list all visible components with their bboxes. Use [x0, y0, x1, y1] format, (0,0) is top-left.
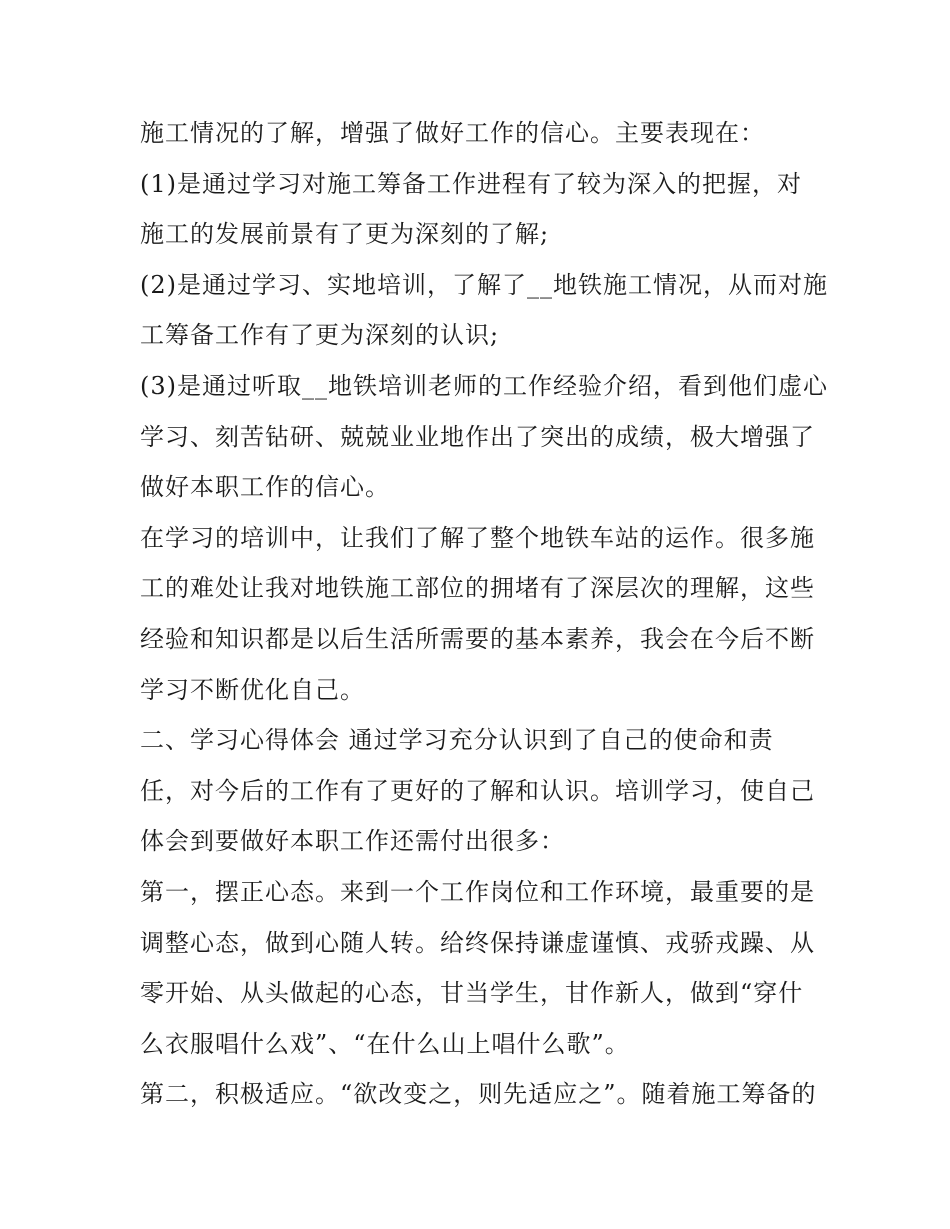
text-line: 第一，摆正心态。来到一个工作岗位和工作环境，最重要的是 — [140, 877, 815, 906]
text-line: 学习不断优化自己。 — [140, 675, 365, 704]
text-line: 工筹备工作有了更为深刻的认识; — [140, 321, 500, 350]
text-line: 任，对今后的工作有了更好的了解和认识。培训学习，使自己 — [140, 776, 815, 805]
text-line: 么衣服唱什么戏”、“在什么山上唱什么歌”。 — [140, 1029, 630, 1058]
text-line: 施工的发展前景有了更为深刻的了解; — [140, 220, 550, 249]
text-line: 经验和知识都是以后生活所需要的基本素养，我会在今后不断 — [140, 624, 815, 653]
text-line: (2)是通过学习、实地培训，了解了__地铁施工情况，从而对施 — [140, 270, 828, 299]
text-line: 施工情况的了解，增强了做好工作的信心。主要表现在： — [140, 119, 765, 147]
text-line: 零开始、从头做起的心态，甘当学生，甘作新人，做到“穿什 — [140, 979, 804, 1008]
text-line: 在学习的培训中，让我们了解了整个地铁车站的运作。很多施 — [140, 523, 815, 552]
text-line: 工的难处让我对地铁施工部位的拥堵有了深层次的理解，这些 — [140, 574, 815, 603]
text-line: 学习、刻苦钻研、兢兢业业地作出了突出的成绩，极大增强了 — [140, 422, 815, 451]
text-line: 二、学习心得体会 通过学习充分认识到了自己的使命和责 — [140, 726, 774, 755]
text-line: (1)是通过学习对施工筹备工作进程有了较为深入的把握，对 — [140, 169, 802, 198]
text-line: 第二，积极适应。“欲改变之，则先适应之”。随着施工筹备的 — [140, 1080, 817, 1109]
text-line: 调整心态，做到心随人转。给终保持谦虚谨慎、戎骄戎躁、从 — [140, 928, 815, 957]
document-body — [140, 108, 830, 1120]
text-line: 做好本职工作的信心。 — [140, 473, 390, 502]
text-line: (3)是通过听取__地铁培训老师的工作经验介绍，看到他们虚心 — [140, 371, 828, 400]
text-line: 体会到要做好本职工作还需付出很多： — [140, 827, 565, 856]
